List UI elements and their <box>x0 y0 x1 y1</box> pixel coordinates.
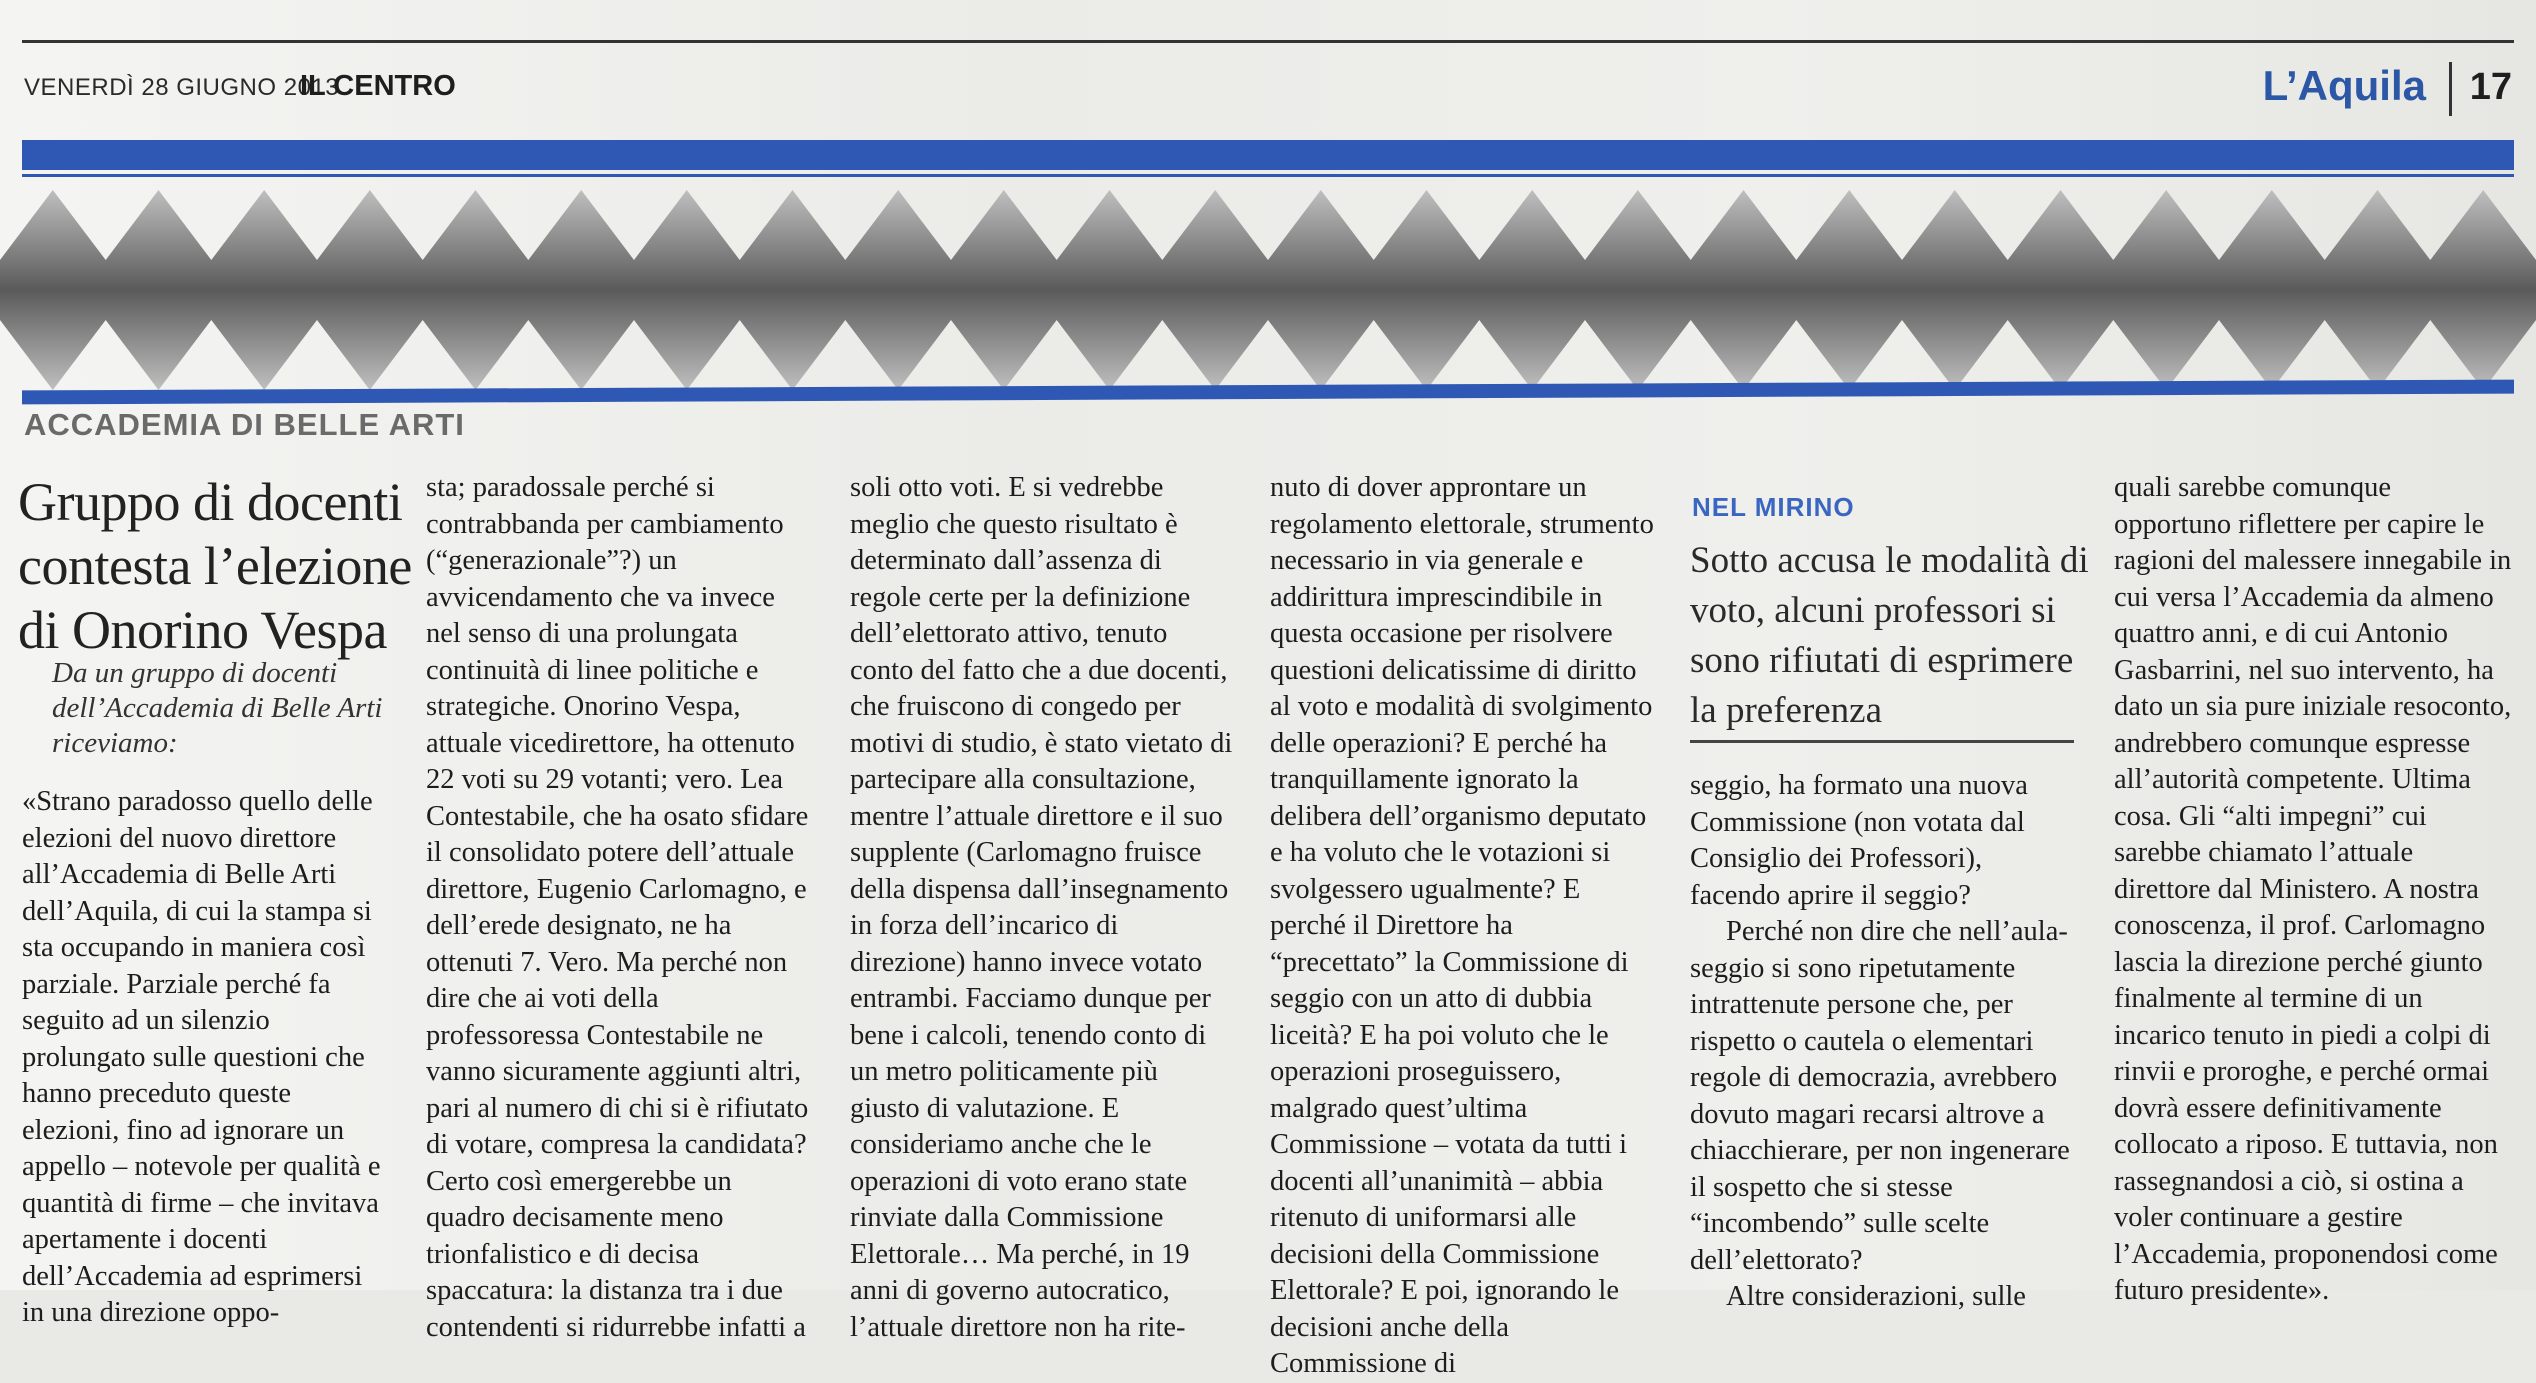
column-text: quali sarebbe comunque opportuno riflettere per capire le ragioni del malessere innegabile in cui versa l’Accademia da almeno quattro anni, e di cui Antonio Gasbarrini, nel suo intervento, ha dato un sia pure iniziale resoconto, andrebbero comunque espresse all’autorità competente. Ultima cosa. Gli “alti impegni” cui sarebbe chiamato l’attuale direttore dal Ministero. A nostra conoscenza, il prof. Carlomagno lascia la direzione perché giunto finalmente al termine di un incarico tenuto in piedi a colpi di rinvii e proroghe, e perché ormai dovrà essere definitivamente collocato a riposo. E tuttavia, non rassegnandosi a ciò, si ostina a voler continuare a gestire l’Accademia, proponendosi come futuro presidente». <box>2114 472 2512 1306</box>
article-intro: Da un gruppo di docenti dell’Accademia di Belle Arti riceviamo: <box>52 657 383 759</box>
article-column-5 <box>1690 768 2074 1316</box>
issue-date: VENERDÌ 28 GIUGNO 2013 <box>24 74 340 101</box>
page-number: 17 <box>2469 66 2512 108</box>
article-headline: Gruppo di docenti contesta l’elezione di Onorino Vespa <box>18 472 412 660</box>
column-paragraph: seggio, ha formato una nuova Commissione (non votata dal Consiglio dei Professori), facendo aprire il seggio? <box>1690 770 2028 911</box>
sidebar-pull-quote: Sotto accusa le modalità di voto, alcuni professori si sono rifiutati di esprimere la preferenza <box>1690 540 2089 731</box>
column-paragraph: Perché non dire che nell’aula-seggio si sono ripetutamente intrattenute persone che, per rispetto o cautela o elementari regole di democrazia, avrebbero dovuto magari recarsi altrove a chiacchierare, per non ingenerare il sospetto che si stesse “incombendo” sulle scelte dell’elettorato? <box>1690 916 2070 1276</box>
header-divider <box>2449 62 2452 116</box>
article-column-2 <box>426 470 810 1346</box>
column-text: sta; paradossale perché si contrabbanda per cambiamento (“generazionale”?) un avvicendamento che va invece nel senso di una prolungata continuità di linee politiche e strategiche. Onorino Vespa, attuale vicedirettore, ha ottenuto 22 voti su 29 votanti; vero. Lea Contestabile, che ha osato sfidare il consolidato potere dell’attuale direttore, Eugenio Carlomagno, e dell’erede designato, ne ha ottenuti 7. Vero. Ma perché non dire che ai voti della professoressa Contestabile ne vanno sicuramente aggiunti altri, pari al numero di chi si è rifiutato di votare, compresa la candidata? Certo così emergerebbe un quadro decisamente meno trionfalistico e di decisa spaccatura: la distanza tra i due contendenti si ridurrebbe infatti a <box>426 472 809 1343</box>
article-column-4 <box>1270 470 1654 1383</box>
newspaper-name: IL CENTRO <box>300 70 456 102</box>
article-kicker: ACCADEMIA DI BELLE ARTI <box>24 407 465 442</box>
section-title: L’Aquila <box>2262 62 2426 109</box>
column-text: nuto di dover approntare un regolamento elettorale, strumento necessario in via generale e addirittura imprescindibile in questa occasione per risolvere questioni delicatissime di diritto al voto e modalità di svolgimento delle operazioni? E perché ha tranquillamente ignorato la delibera dell’organismo deputato e ha voluto che le votazioni si svolgessero ugualmente? E perché il Direttore ha “precettato” la Commissione di seggio con un atto di dubbia liceità? E ha poi voluto che le operazioni proseguissero, malgrado quest’ultima Commissione – votata da tutti i docenti all’unanimità – abbia ritenuto di uniformarsi alle decisioni della Commissione Elettorale? E poi, ignorando le decisioni anche della Commissione di <box>1270 472 1654 1379</box>
article-column-1 <box>22 784 390 1332</box>
torn-edge-zigzag <box>0 180 2536 400</box>
header-blue-rule <box>22 174 2514 177</box>
top-rule <box>22 40 2514 43</box>
sidebar-rule <box>1690 740 2074 743</box>
article-column-3 <box>850 470 1234 1346</box>
header-blue-band <box>22 140 2514 170</box>
sidebar-label: NEL MIRINO <box>1692 492 1855 522</box>
column-paragraph: Altre considerazioni, sulle <box>1726 1281 2026 1312</box>
article-column-6 <box>2114 470 2514 1310</box>
column-text: soli otto voti. E si vedrebbe meglio che questo risultato è determinato dall’assenza di regole certe per la definizione dell’elettorato attivo, tenuto conto del fatto che a due docenti, che fruiscono di congedo per motivi di studio, è stato vietato di partecipare alla consultazione, mentre l’attuale direttore e il suo supplente (Carlomagno fruisce della dispensa dall’insegnamento in forza dell’incarico di direzione) hanno invece votato entrambi. Facciamo dunque per bene i calcoli, tenendo conto di un metro politicamente più giusto di valutazione. E consideriamo anche che le operazioni di voto erano state rinviate dalla Commissione Elettorale… Ma perché, in 19 anni di governo autocratico, l’attuale direttore non ha rite- <box>850 472 1233 1343</box>
column-text: «Strano paradosso quello delle elezioni del nuovo direttore all’Accademia di Belle Arti dell’Aquila, di cui la stampa si sta occupando in maniera così parziale. Parziale perché fa seguito ad un silenzio prolungato sulle questioni che hanno preceduto queste elezioni, fino ad ignorare un appello – notevole per qualità e quantità di firme – che invitava apertamente i docenti dell’Accademia ad esprimersi in una direzione oppo- <box>22 786 381 1328</box>
